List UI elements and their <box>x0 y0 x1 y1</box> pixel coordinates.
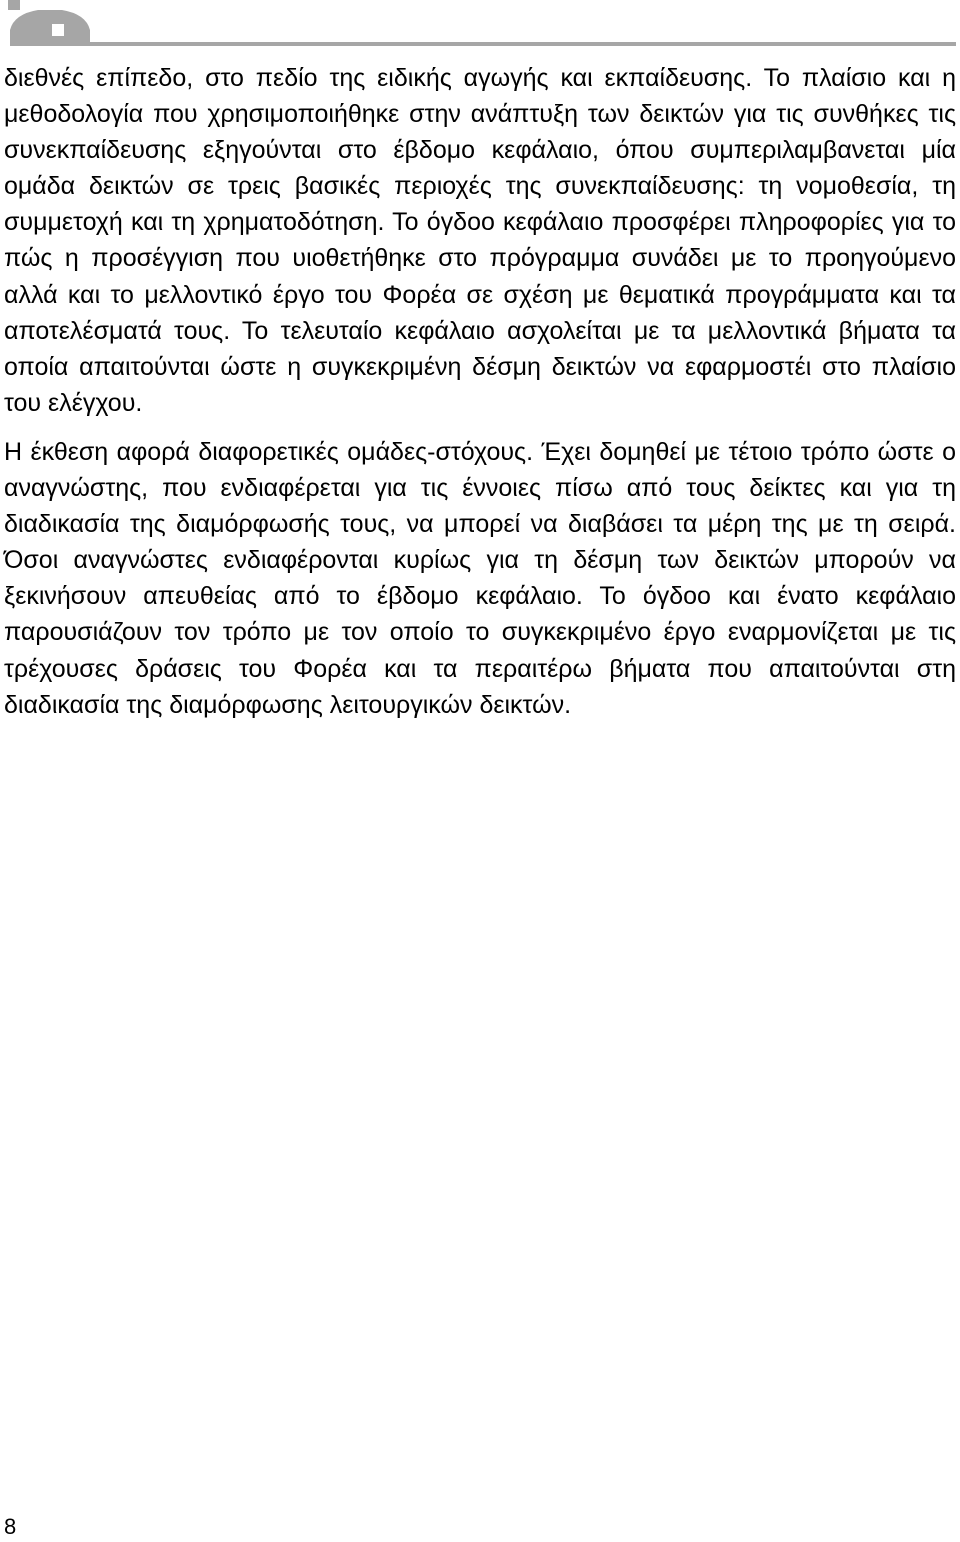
header-rule <box>10 42 956 46</box>
page-number: 8 <box>4 1514 17 1539</box>
header-decoration <box>0 0 960 50</box>
paragraph-2: Η έκθεση αφορά διαφορετικές ομάδες-στόχους. Έχει δομηθεί με τέτοιο τρόπο ώστε ο αναγνώστης, που ενδιαφέρεται για τις έννοιες πίσω από τους δείκτες και για τη διαδικασία της διαμόρφωσής τους, να μπορεί να διαβάσει τα μέρη της με τη σειρά. Όσοι αναγνώστες ενδιαφέρονται κυρίως για τη δέσμη των δεικτών μπορούν να ξεκινήσουν απευθείας από το έβδομο κεφάλαιο. Το όγδοο και ένατο κεφάλαιο παρουσιάζουν τον τρόπο με τον οποίο το συγκεκριμένο έργο εναρμονίζεται με τις τρέχουσες δράσεις του Φορέα και τα περαιτέρω βήματα που απαιτούνται στη διαδικασία της διαμόρφωσης λειτουργικών δεικτών. <box>4 437 956 719</box>
paragraph-1: διεθνές επίπεδο, στο πεδίο της ειδικής αγωγής και εκπαίδευσης. Το πλαίσιο και η μεθοδολογία που χρησιμοποιήθηκε στην ανάπτυξη των δεικτών για τις συνθήκες τις συνεκπαίδευσης εξηγούνται στο έβδομο κεφάλαιο, όπου συμπεριλαμβανεται μία ομάδα δεικτών σε τρεις βασικές περιοχές της συνεκπαίδευσης: τη νομοθεσία, τη συμμετοχή και τη χρηματοδότηση. Το όγδοο κεφάλαιο προσφέρει πληροφορίες για το πώς η προσέγγιση που υιοθετήθηκε στο πρόγραμμα συνάδει με το προηγούμενο αλλά και το μελλοντικό έργο του Φορέα σε σχέση με θεματικά προγράμματα και τα αποτελέσματά τους. Το τελευταίο κεφάλαιο ασχολείται με τα μελλοντικά βήματα τα οποία απαιτούνται ώστε η συγκεκριμένη δέσμη δεικτών να εφαρμοστέι στο πλαίσιο του ελέγχου. <box>4 64 956 417</box>
header-tab-shape <box>10 10 90 46</box>
header-corner-mark <box>8 0 20 10</box>
document-body <box>4 60 956 723</box>
header-square-mark <box>52 24 64 36</box>
